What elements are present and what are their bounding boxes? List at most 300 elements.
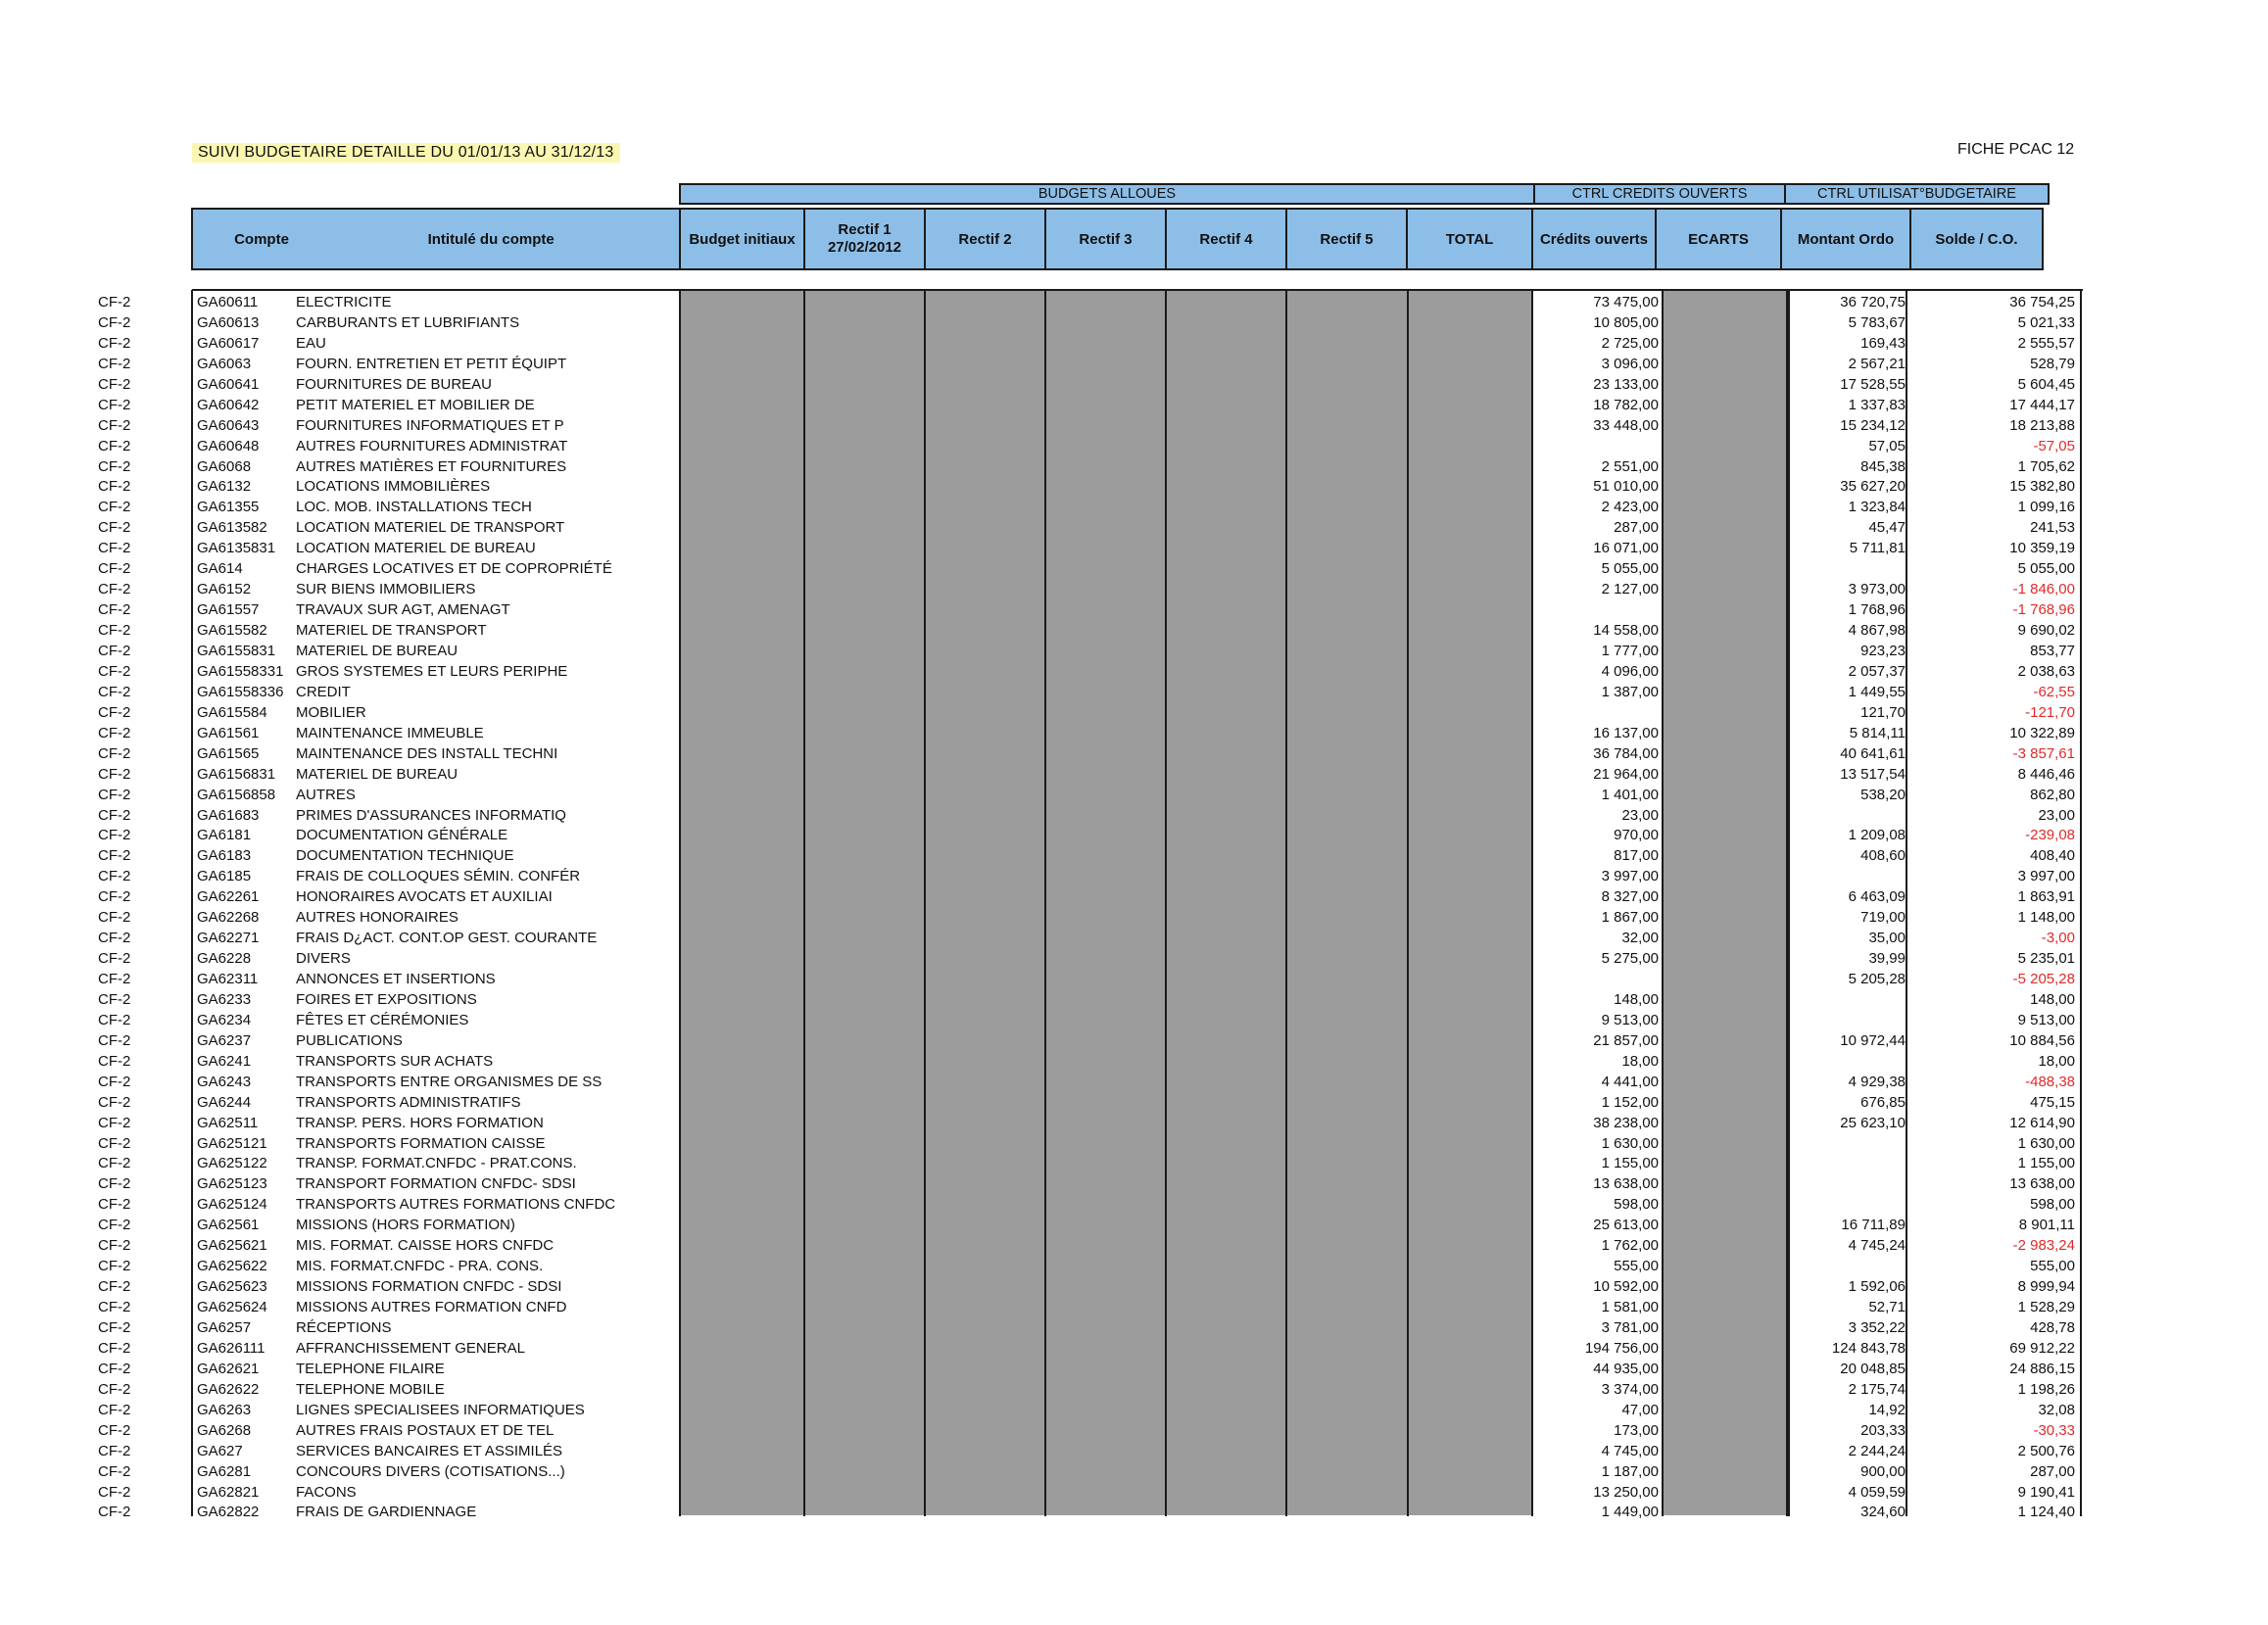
row-credits-ouverts: 23 133,00 <box>1593 375 1659 393</box>
row-account-code: GA6185 <box>197 868 252 885</box>
row-account-code: GA615582 <box>197 622 267 640</box>
group-budgets-alloues: BUDGETS ALLOUES <box>680 184 1534 204</box>
row-account-label: DOCUMENTATION GÉNÉRALE <box>296 827 508 844</box>
row-account-label: TRANSP. PERS. HORS FORMATION <box>296 1114 544 1131</box>
row-solde: -57,05 <box>2033 437 2075 454</box>
row-account-code: GA625123 <box>197 1175 267 1193</box>
row-account-label: TELEPHONE MOBILE <box>296 1380 445 1398</box>
row-credits-ouverts: 4 441,00 <box>1601 1073 1659 1090</box>
row-solde: 18,00 <box>2038 1052 2075 1070</box>
row-cf: CF-2 <box>98 950 131 968</box>
row-cf: CF-2 <box>98 703 131 721</box>
row-account-code: GA6152 <box>197 581 252 598</box>
row-credits-ouverts: 73 475,00 <box>1593 294 1659 311</box>
row-account-label: CREDIT <box>296 683 351 700</box>
row-account-label: TRANSPORTS AUTRES FORMATIONS CNFDC <box>296 1196 616 1214</box>
row-account-code: GA6156858 <box>197 786 276 803</box>
row-account-code: GA60611 <box>197 294 259 311</box>
column-header-row <box>191 208 2044 270</box>
row-credits-ouverts: 970,00 <box>1614 827 1659 844</box>
row-solde: -5 205,28 <box>2012 971 2075 988</box>
row-cf: CF-2 <box>98 519 131 537</box>
row-solde: 1 155,00 <box>2017 1155 2075 1172</box>
row-montant-ordo: 14,92 <box>1868 1401 1906 1418</box>
row-cf: CF-2 <box>98 1155 131 1172</box>
header-rectif1-date: 27/02/2012 <box>827 239 902 256</box>
row-solde: 598,00 <box>2030 1196 2075 1214</box>
row-account-label: CHARGES LOCATIVES ET DE COPROPRIÉTÉ <box>296 560 612 578</box>
row-credits-ouverts: 3 997,00 <box>1601 868 1659 885</box>
row-cf: CF-2 <box>98 560 131 578</box>
row-solde: 13 638,00 <box>2009 1175 2075 1193</box>
row-credits-ouverts: 817,00 <box>1614 847 1659 865</box>
row-account-code: GA6155831 <box>197 642 276 659</box>
row-cf: CF-2 <box>98 355 131 372</box>
row-account-label: MISSIONS (HORS FORMATION) <box>296 1217 515 1234</box>
row-montant-ordo: 3 973,00 <box>1848 581 1906 598</box>
row-solde: 9 690,02 <box>2017 622 2075 640</box>
row-account-label: FOURNITURES INFORMATIQUES ET P <box>296 416 564 434</box>
row-cf: CF-2 <box>98 581 131 598</box>
row-account-label: LOCATION MATERIEL DE BUREAU <box>296 540 536 557</box>
row-cf: CF-2 <box>98 622 131 640</box>
row-solde: 241,53 <box>2030 519 2075 537</box>
row-cf: CF-2 <box>98 930 131 947</box>
row-solde: -488,38 <box>2025 1073 2075 1090</box>
row-account-label: RÉCEPTIONS <box>296 1319 392 1336</box>
row-account-label: CONCOURS DIVERS (COTISATIONS...) <box>296 1462 565 1480</box>
row-account-code: GA613582 <box>197 519 267 537</box>
row-montant-ordo: 16 711,89 <box>1841 1217 1906 1234</box>
row-montant-ordo: 900,00 <box>1860 1462 1906 1480</box>
report-title: SUIVI BUDGETAIRE DETAILLE DU 01/01/13 AU 31/12/13 <box>192 143 620 163</box>
row-account-label: LOC. MOB. INSTALLATIONS TECH <box>296 499 532 516</box>
row-credits-ouverts: 1 152,00 <box>1601 1093 1659 1111</box>
row-solde: 10 359,19 <box>2009 540 2075 557</box>
row-cf: CF-2 <box>98 375 131 393</box>
row-credits-ouverts: 1 387,00 <box>1601 683 1659 700</box>
row-solde: 15 382,80 <box>2009 478 2075 496</box>
row-account-label: FACONS <box>296 1483 357 1501</box>
row-account-label: AFFRANCHISSEMENT GENERAL <box>296 1339 525 1357</box>
row-account-label: PRIMES D'ASSURANCES INFORMATIQ <box>296 806 566 824</box>
row-credits-ouverts: 4 096,00 <box>1601 662 1659 680</box>
row-solde: 428,78 <box>2030 1319 2075 1336</box>
row-cf: CF-2 <box>98 1217 131 1234</box>
row-montant-ordo: 25 623,10 <box>1840 1114 1906 1131</box>
row-montant-ordo: 5 711,81 <box>1849 540 1906 557</box>
row-account-code: GA627 <box>197 1442 243 1459</box>
row-credits-ouverts: 33 448,00 <box>1593 416 1659 434</box>
header-rectif3: Rectif 3 <box>1045 209 1166 269</box>
row-account-code: GA60648 <box>197 437 260 454</box>
row-credits-ouverts: 1 777,00 <box>1601 642 1659 659</box>
row-account-label: EAU <box>296 334 326 352</box>
row-solde: 10 884,56 <box>2009 1031 2075 1049</box>
row-account-label: FRAIS DE COLLOQUES SÉMIN. CONFÉR <box>296 868 581 885</box>
row-cf: CF-2 <box>98 1196 131 1214</box>
row-account-code: GA615584 <box>197 703 267 721</box>
row-credits-ouverts: 2 423,00 <box>1601 499 1659 516</box>
row-credits-ouverts: 38 238,00 <box>1593 1114 1659 1131</box>
row-account-code: GA6135831 <box>197 540 276 557</box>
row-cf: CF-2 <box>98 396 131 413</box>
row-credits-ouverts: 16 137,00 <box>1593 724 1659 741</box>
row-montant-ordo: 17 528,55 <box>1840 375 1906 393</box>
row-montant-ordo: 5 205,28 <box>1848 971 1906 988</box>
row-credits-ouverts: 14 558,00 <box>1593 622 1659 640</box>
row-cf: CF-2 <box>98 971 131 988</box>
header-rectif5: Rectif 5 <box>1286 209 1407 269</box>
row-account-label: MAINTENANCE DES INSTALL TECHNI <box>296 744 558 762</box>
row-account-label: MATERIEL DE BUREAU <box>296 765 458 783</box>
row-solde: 32,08 <box>2038 1401 2075 1418</box>
row-account-code: GA6281 <box>197 1462 252 1480</box>
row-solde: -30,33 <box>2033 1421 2075 1439</box>
row-account-label: TRANSPORT FORMATION CNFDC- SDSI <box>296 1175 576 1193</box>
row-credits-ouverts: 21 857,00 <box>1593 1031 1659 1049</box>
header-compte-intitule <box>192 209 680 269</box>
row-solde: 36 754,25 <box>2009 294 2075 311</box>
row-account-label: TRANSPORTS SUR ACHATS <box>296 1052 494 1070</box>
row-credits-ouverts: 5 275,00 <box>1601 950 1659 968</box>
row-account-label: PETIT MATERIEL ET MOBILIER DE <box>296 396 535 413</box>
row-account-label: SUR BIENS IMMOBILIERS <box>296 581 476 598</box>
row-montant-ordo: 2 567,21 <box>1848 355 1906 372</box>
row-account-code: GA6228 <box>197 950 252 968</box>
row-credits-ouverts: 36 784,00 <box>1593 744 1659 762</box>
row-account-label: TRANSPORTS FORMATION CAISSE <box>296 1134 546 1152</box>
row-account-code: GA61558336 <box>197 683 284 700</box>
row-cf: CF-2 <box>98 334 131 352</box>
row-account-code: GA61558331 <box>197 662 284 680</box>
row-account-code: GA61355 <box>197 499 260 516</box>
header-intitule: Intitulé du compte <box>427 230 555 248</box>
row-account-label: DOCUMENTATION TECHNIQUE <box>296 847 514 865</box>
row-cf: CF-2 <box>98 765 131 783</box>
row-credits-ouverts: 1 867,00 <box>1601 909 1659 927</box>
row-cf: CF-2 <box>98 416 131 434</box>
header-montant-ordo: Montant Ordo <box>1781 209 1910 269</box>
row-solde: 2 038,63 <box>2017 662 2075 680</box>
row-credits-ouverts: 16 071,00 <box>1593 540 1659 557</box>
row-cf: CF-2 <box>98 1031 131 1049</box>
row-solde: -2 983,24 <box>2012 1237 2075 1255</box>
row-account-code: GA6181 <box>197 827 252 844</box>
header-budget-initiaux: Budget initiaux <box>680 209 804 269</box>
row-montant-ordo: 5 783,67 <box>1848 313 1906 331</box>
row-cf: CF-2 <box>98 1134 131 1152</box>
row-credits-ouverts: 2 127,00 <box>1601 581 1659 598</box>
row-montant-ordo: 719,00 <box>1860 909 1906 927</box>
row-solde: -121,70 <box>2025 703 2075 721</box>
row-account-code: GA60613 <box>197 313 260 331</box>
row-solde: 1 198,26 <box>2017 1380 2075 1398</box>
row-account-code: GA6234 <box>197 1011 252 1028</box>
row-account-label: MATERIEL DE BUREAU <box>296 642 458 659</box>
row-account-code: GA62622 <box>197 1380 260 1398</box>
row-montant-ordo: 4 745,24 <box>1848 1237 1906 1255</box>
row-solde: -3 857,61 <box>2012 744 2075 762</box>
row-account-code: GA6268 <box>197 1421 252 1439</box>
row-cf: CF-2 <box>98 1093 131 1111</box>
row-montant-ordo: 10 972,44 <box>1840 1031 1906 1049</box>
row-account-code: GA625624 <box>197 1299 267 1316</box>
row-account-label: TRAVAUX SUR AGT, AMENAGT <box>296 601 510 619</box>
row-cf: CF-2 <box>98 1442 131 1459</box>
row-cf: CF-2 <box>98 1299 131 1316</box>
row-cf: CF-2 <box>98 1237 131 1255</box>
row-account-code: GA6241 <box>197 1052 252 1070</box>
row-solde: 24 886,15 <box>2009 1360 2075 1377</box>
row-cf: CF-2 <box>98 478 131 496</box>
row-credits-ouverts: 1 762,00 <box>1601 1237 1659 1255</box>
row-account-label: MATERIEL DE TRANSPORT <box>296 622 487 640</box>
row-solde: 2 555,57 <box>2017 334 2075 352</box>
row-montant-ordo: 4 929,38 <box>1848 1073 1906 1090</box>
row-account-label: LOCATIONS IMMOBILIÈRES <box>296 478 491 496</box>
row-solde: -1 768,96 <box>2012 601 2075 619</box>
row-montant-ordo: 2 175,74 <box>1848 1380 1906 1398</box>
row-cf: CF-2 <box>98 601 131 619</box>
row-solde: 23,00 <box>2038 806 2075 824</box>
row-credits-ouverts: 44 935,00 <box>1593 1360 1659 1377</box>
row-credits-ouverts: 148,00 <box>1614 990 1659 1008</box>
row-montant-ordo: 845,38 <box>1860 457 1906 475</box>
row-cf: CF-2 <box>98 868 131 885</box>
row-montant-ordo: 1 337,83 <box>1848 396 1906 413</box>
row-account-label: FRAIS DE GARDIENNAGE <box>296 1504 477 1521</box>
row-montant-ordo: 45,47 <box>1868 519 1906 537</box>
row-solde: 528,79 <box>2030 355 2075 372</box>
row-credits-ouverts: 3 781,00 <box>1601 1319 1659 1336</box>
row-account-code: GA6243 <box>197 1073 252 1090</box>
row-account-label: FOIRES ET EXPOSITIONS <box>296 990 477 1008</box>
form-reference: FICHE PCAC 12 <box>1957 141 2075 158</box>
row-credits-ouverts: 555,00 <box>1614 1258 1659 1275</box>
row-cf: CF-2 <box>98 1401 131 1418</box>
row-montant-ordo: 676,85 <box>1860 1093 1906 1111</box>
row-account-label: HONORAIRES AVOCATS ET AUXILIAI <box>296 888 553 906</box>
header-rectif1-label: Rectif 1 <box>838 221 892 238</box>
row-cf: CF-2 <box>98 1339 131 1357</box>
row-account-code: GA6237 <box>197 1031 252 1049</box>
row-cf: CF-2 <box>98 1504 131 1521</box>
row-solde: 3 997,00 <box>2017 868 2075 885</box>
row-account-label: SERVICES BANCAIRES ET ASSIMILÉS <box>296 1442 563 1459</box>
group-ctrl-utilisation: CTRL UTILISAT°BUDGETAIRE <box>1785 184 2049 204</box>
row-cf: CF-2 <box>98 847 131 865</box>
row-account-code: GA6263 <box>197 1401 252 1418</box>
row-cf: CF-2 <box>98 806 131 824</box>
row-montant-ordo: 203,33 <box>1860 1421 1906 1439</box>
group-header-row <box>679 183 2050 205</box>
row-credits-ouverts: 3 096,00 <box>1601 355 1659 372</box>
row-cf: CF-2 <box>98 724 131 741</box>
row-montant-ordo: 1 768,96 <box>1848 601 1906 619</box>
row-credits-ouverts: 47,00 <box>1621 1401 1659 1418</box>
row-cf: CF-2 <box>98 1462 131 1480</box>
row-account-label: LIGNES SPECIALISEES INFORMATIQUES <box>296 1401 585 1418</box>
row-credits-ouverts: 4 745,00 <box>1601 1442 1659 1459</box>
row-credits-ouverts: 10 805,00 <box>1593 313 1659 331</box>
row-credits-ouverts: 18 782,00 <box>1593 396 1659 413</box>
row-cf: CF-2 <box>98 1073 131 1090</box>
row-solde: 475,15 <box>2030 1093 2075 1111</box>
row-solde: 1 863,91 <box>2017 888 2075 906</box>
row-cf: CF-2 <box>98 662 131 680</box>
row-solde: -239,08 <box>2025 827 2075 844</box>
row-account-code: GA614 <box>197 560 243 578</box>
row-credits-ouverts: 18,00 <box>1621 1052 1659 1070</box>
row-account-code: GA6233 <box>197 990 252 1008</box>
row-cf: CF-2 <box>98 744 131 762</box>
row-cf: CF-2 <box>98 499 131 516</box>
row-credits-ouverts: 5 055,00 <box>1601 560 1659 578</box>
row-solde: 9 190,41 <box>2017 1483 2075 1501</box>
row-cf: CF-2 <box>98 1011 131 1028</box>
row-cf: CF-2 <box>98 1278 131 1296</box>
row-credits-ouverts: 51 010,00 <box>1593 478 1659 496</box>
row-montant-ordo: 538,20 <box>1860 786 1906 803</box>
row-account-label: TELEPHONE FILAIRE <box>296 1360 445 1377</box>
row-account-label: MAINTENANCE IMMEUBLE <box>296 724 484 741</box>
row-account-label: AUTRES MATIÈRES ET FOURNITURES <box>296 457 567 475</box>
row-montant-ordo: 35,00 <box>1868 930 1906 947</box>
row-montant-ordo: 324,60 <box>1860 1504 1906 1521</box>
row-solde: -3,00 <box>2041 930 2075 947</box>
header-ecarts: ECARTS <box>1656 209 1781 269</box>
row-account-label: FRAIS D¿ACT. CONT.OP GEST. COURANTE <box>296 930 598 947</box>
row-cf: CF-2 <box>98 1175 131 1193</box>
row-account-code: GA62261 <box>197 888 260 906</box>
row-montant-ordo: 1 592,06 <box>1848 1278 1906 1296</box>
row-credits-ouverts: 598,00 <box>1614 1196 1659 1214</box>
row-account-label: TRANSPORTS ENTRE ORGANISMES DE SS <box>296 1073 603 1090</box>
row-montant-ordo: 35 627,20 <box>1840 478 1906 496</box>
row-montant-ordo: 923,23 <box>1860 642 1906 659</box>
row-cf: CF-2 <box>98 909 131 927</box>
row-account-code: GA6132 <box>197 478 252 496</box>
row-solde: 2 500,76 <box>2017 1442 2075 1459</box>
row-cf: CF-2 <box>98 437 131 454</box>
row-cf: CF-2 <box>98 1258 131 1275</box>
row-cf: CF-2 <box>98 1421 131 1439</box>
row-cf: CF-2 <box>98 990 131 1008</box>
row-cf: CF-2 <box>98 888 131 906</box>
row-account-code: GA6156831 <box>197 765 276 783</box>
row-account-code: GA61561 <box>197 724 260 741</box>
row-account-label: DIVERS <box>296 950 351 968</box>
row-montant-ordo: 4 867,98 <box>1848 622 1906 640</box>
row-montant-ordo: 40 641,61 <box>1840 744 1906 762</box>
row-account-label: MISSIONS AUTRES FORMATION CNFD <box>296 1299 567 1316</box>
row-montant-ordo: 13 517,54 <box>1840 765 1906 783</box>
row-credits-ouverts: 9 513,00 <box>1601 1011 1659 1028</box>
row-account-code: GA62271 <box>197 930 260 947</box>
header-rectif4: Rectif 4 <box>1166 209 1286 269</box>
row-account-code: GA62311 <box>197 971 259 988</box>
row-solde: 12 614,90 <box>2009 1114 2075 1131</box>
row-account-code: GA625622 <box>197 1258 267 1275</box>
row-montant-ordo: 1 323,84 <box>1848 499 1906 516</box>
header-rectif1 <box>804 209 925 269</box>
row-credits-ouverts: 3 374,00 <box>1601 1380 1659 1398</box>
row-account-label: PUBLICATIONS <box>296 1031 403 1049</box>
row-account-label: ELECTRICITE <box>296 294 392 311</box>
row-credits-ouverts: 21 964,00 <box>1593 765 1659 783</box>
row-solde: 9 513,00 <box>2017 1011 2075 1028</box>
header-credits-ouverts: Crédits ouverts <box>1532 209 1656 269</box>
row-montant-ordo: 4 059,59 <box>1848 1483 1906 1501</box>
row-montant-ordo: 1 449,55 <box>1848 683 1906 700</box>
row-account-label: GROS SYSTEMES ET LEURS PERIPHE <box>296 662 568 680</box>
row-montant-ordo: 3 352,22 <box>1848 1319 1906 1336</box>
row-credits-ouverts: 173,00 <box>1614 1421 1659 1439</box>
row-account-code: GA62822 <box>197 1504 260 1521</box>
row-account-code: GA62511 <box>197 1114 259 1131</box>
row-solde: 10 322,89 <box>2009 724 2075 741</box>
header-compte: Compte <box>234 230 289 248</box>
row-account-label: FÊTES ET CÉRÉMONIES <box>296 1011 469 1028</box>
row-solde: 148,00 <box>2030 990 2075 1008</box>
row-cf: CF-2 <box>98 1360 131 1377</box>
row-cf: CF-2 <box>98 540 131 557</box>
row-cf: CF-2 <box>98 1319 131 1336</box>
row-credits-ouverts: 1 155,00 <box>1601 1155 1659 1172</box>
row-solde: 17 444,17 <box>2009 396 2075 413</box>
row-account-code: GA61557 <box>197 601 260 619</box>
row-credits-ouverts: 8 327,00 <box>1601 888 1659 906</box>
row-credits-ouverts: 287,00 <box>1614 519 1659 537</box>
row-account-code: GA625124 <box>197 1196 267 1214</box>
row-credits-ouverts: 1 581,00 <box>1601 1299 1659 1316</box>
row-credits-ouverts: 1 449,00 <box>1601 1504 1659 1521</box>
row-solde: 1 124,40 <box>2017 1504 2075 1521</box>
row-credits-ouverts: 1 187,00 <box>1601 1462 1659 1480</box>
row-account-label: AUTRES FRAIS POSTAUX ET DE TEL <box>296 1421 555 1439</box>
row-account-label: MISSIONS FORMATION CNFDC - SDSI <box>296 1278 562 1296</box>
row-montant-ordo: 408,60 <box>1860 847 1906 865</box>
row-account-code: GA625621 <box>197 1237 267 1255</box>
row-account-label: MOBILIER <box>296 703 366 721</box>
row-solde: 5 055,00 <box>2017 560 2075 578</box>
row-account-label: TRANSP. FORMAT.CNFDC - PRAT.CONS. <box>296 1155 577 1172</box>
row-cf: CF-2 <box>98 1114 131 1131</box>
row-montant-ordo: 121,70 <box>1860 703 1906 721</box>
row-account-label: ANNONCES ET INSERTIONS <box>296 971 496 988</box>
row-solde: 8 999,94 <box>2017 1278 2075 1296</box>
row-cf: CF-2 <box>98 786 131 803</box>
row-account-label: FOURN. ENTRETIEN ET PETIT ÉQUIPT <box>296 355 567 372</box>
row-solde: 5 021,33 <box>2017 313 2075 331</box>
row-account-label: TRANSPORTS ADMINISTRATIFS <box>296 1093 521 1111</box>
row-cf: CF-2 <box>98 294 131 311</box>
row-credits-ouverts: 1 401,00 <box>1601 786 1659 803</box>
row-account-code: GA60643 <box>197 416 260 434</box>
row-solde: 862,80 <box>2030 786 2075 803</box>
row-cf: CF-2 <box>98 457 131 475</box>
header-solde: Solde / C.O. <box>1910 209 2043 269</box>
row-solde: 1 528,29 <box>2017 1299 2075 1316</box>
row-account-code: GA6244 <box>197 1093 252 1111</box>
row-account-code: GA626111 <box>197 1339 265 1357</box>
row-solde: 5 235,01 <box>2017 950 2075 968</box>
row-solde: 555,00 <box>2030 1258 2075 1275</box>
row-account-code: GA6063 <box>197 355 252 372</box>
row-account-code: GA6257 <box>197 1319 252 1336</box>
row-credits-ouverts: 23,00 <box>1621 806 1659 824</box>
